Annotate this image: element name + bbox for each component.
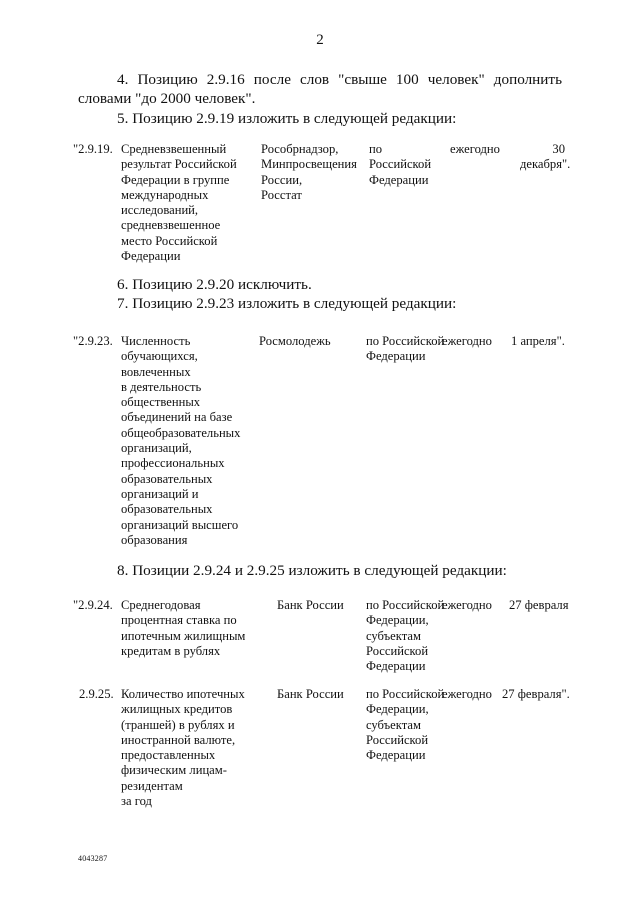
- paragraph-6: 6. Позицию 2.9.20 исключить.: [117, 276, 312, 293]
- paragraph-4-line-2: словами "до 2000 человек".: [78, 90, 256, 107]
- responsible-agency: Росмолодежь: [259, 334, 331, 348]
- row-number: "2.9.23.: [73, 334, 113, 348]
- frequency: ежегодно: [450, 142, 500, 156]
- frequency: ежегодно: [442, 687, 492, 701]
- deadline: 30 декабря".: [520, 142, 571, 172]
- paragraph-5: 5. Позицию 2.9.19 изложить в следующей редакции:: [117, 110, 457, 127]
- frequency: ежегодно: [442, 334, 492, 348]
- document-id: 4043287: [78, 854, 108, 863]
- level: по Российской Федерации: [369, 142, 432, 187]
- row-number: "2.9.24.: [73, 598, 113, 612]
- level: по Российской Федерации: [366, 334, 445, 364]
- indicator-name: Численность обучающихся, вовлеченных в деятельность общественных объединений на базе общеобразовательных организаций, профессиональных образовательных организаций и образовательных организаций высшего образования: [121, 334, 241, 547]
- paragraph-4-line-1: 4. Позицию 2.9.16 после слов "свыше 100 человек" дополнить: [117, 71, 562, 88]
- indicator-name: Средневзвешенный результат Российской Федерации в группе международных исследований, средневзвешенное место Российской Федерации: [121, 142, 237, 264]
- paragraph-8: 8. Позиции 2.9.24 и 2.9.25 изложить в следующей редакции:: [117, 562, 507, 579]
- indicator-name: Количество ипотечных жилищных кредитов (траншей) в рублях и иностранной валюте, предоставленных физическим лицам- резидентам за год: [121, 687, 245, 809]
- page-number: 2: [316, 32, 324, 48]
- row-number: "2.9.19.: [73, 142, 113, 156]
- responsible-agency: Банк России: [277, 598, 344, 612]
- level: по Российской Федерации, субъектам Российской Федерации: [366, 687, 445, 763]
- responsible-agency: Рособрнадзор, Минпросвещения России, Росстат: [261, 142, 357, 202]
- responsible-agency: Банк России: [277, 687, 344, 701]
- frequency: ежегодно: [442, 598, 492, 612]
- deadline: 27 февраля: [509, 598, 569, 612]
- indicator-name: Среднегодовая процентная ставка по ипотечным жилищным кредитам в рублях: [121, 598, 246, 658]
- paragraph-7: 7. Позицию 2.9.23 изложить в следующей редакции:: [117, 295, 457, 312]
- deadline: 1 апреля".: [511, 334, 565, 348]
- level: по Российской Федерации, субъектам Российской Федерации: [366, 598, 445, 674]
- deadline: 27 февраля".: [502, 687, 570, 701]
- row-number: 2.9.25.: [79, 687, 114, 701]
